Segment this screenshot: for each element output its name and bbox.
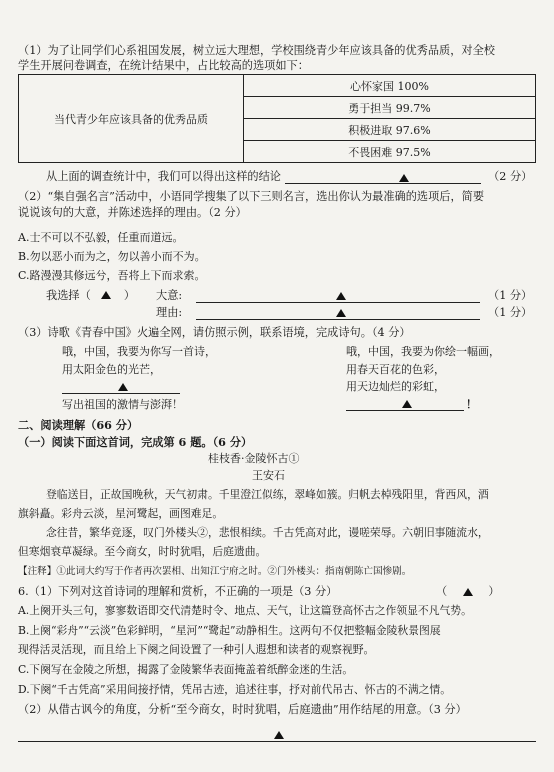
answer-marker-icon — [336, 292, 346, 300]
q2-choose-label: 我选择（ — [46, 289, 91, 302]
q2-choose-close: ） — [123, 289, 136, 302]
q2-reason-blank[interactable] — [196, 308, 480, 320]
survey-row: 勇于担当 99.7% — [244, 97, 536, 119]
q3-intro: （3）诗歌《青春中国》火遍全网，请仿照示例，联系语境，完成诗句。（4 分） — [18, 326, 411, 339]
answer-marker-icon — [336, 309, 346, 317]
answer-marker-icon — [274, 731, 284, 739]
poem-note: 【注释】①此词大约写于作者再次罢相、出知江宁府之时。②门外楼头：指南朝陈亡国惨剧。 — [18, 566, 412, 577]
q3-right-line1: 哦，中国，我要为你绘一幅画， — [346, 345, 500, 358]
q3-left-line3: 写出祖国的激情与澎湃！ — [62, 398, 183, 411]
q2-option-b: B.勿以恶小而为之，勿以善小而不为。 — [18, 250, 206, 263]
section2-title: 二、阅读理解（66 分） — [18, 418, 139, 432]
answer-marker-icon — [463, 588, 473, 596]
q1-answer-blank[interactable] — [285, 172, 481, 184]
answer-marker-icon — [402, 400, 412, 408]
q1-conclusion-line — [46, 170, 532, 184]
q2-meaning-blank[interactable] — [196, 291, 480, 303]
q2-option-c: C.路漫漫其修远兮，吾将上下而求索。 — [18, 269, 206, 282]
q3-right-blank[interactable] — [346, 399, 464, 411]
q2-intro-line2: 说说该句的大意，并陈述选择的理由。（2 分） — [18, 206, 247, 219]
q3-left-line1: 哦，中国，我要为你写一首诗， — [62, 345, 216, 358]
section2-subtitle: （一）阅读下面这首词，完成第 6 题。（6 分） — [18, 435, 253, 449]
q3-left-blank[interactable] — [62, 382, 180, 394]
q2-score1: （1 分） — [488, 289, 533, 302]
q1-intro-line2: 学生开展问卷调查，在统计结果中，占比较高的选项如下： — [18, 59, 309, 72]
poem-author: 王安石 — [252, 469, 285, 482]
q6-option-d: D.下阕“千古凭高”采用间接抒情，凭吊古迹，追述往事，抒对前代吊古、怀古的不满之情。 — [18, 683, 452, 696]
answer-marker-icon — [101, 291, 111, 299]
q6-option-b: B.上阕“彩舟”“云淡”色彩鲜明，“星河”“鹭起”动静相生。这两句不仅把整幅金陵秋景图展 — [18, 624, 441, 637]
survey-row: 积极进取 97.6% — [244, 119, 536, 141]
survey-row: 不畏困难 97.5% — [244, 141, 536, 163]
poem-line: 旗斜矗。彩舟云淡，星河鹭起，画图难足。 — [18, 507, 224, 520]
q2-reason-label: 理由: — [156, 306, 183, 319]
answer-marker-icon — [118, 383, 128, 391]
q6-paren-close: ） — [488, 585, 500, 598]
q1-score: （2 分） — [488, 170, 533, 183]
answer-marker-icon — [399, 174, 409, 182]
poem-title: 桂枝香·金陵怀古① — [208, 452, 300, 465]
poem-line: 但寒烟衰草凝绿。至今商女，时时犹唱，后庭遗曲。 — [18, 545, 267, 558]
q6-part2-blank[interactable] — [18, 730, 536, 742]
q1-intro-line1: （1）为了让同学们心系祖国发展，树立远大理想，学校围绕青少年应该具备的优秀品质，对全校 — [18, 44, 495, 57]
q6-paren-open: （ — [436, 585, 448, 598]
q6-stem: 6.（1）下列对这首诗词的理解和赏析，不正确的一项是（3 分） — [18, 585, 338, 598]
survey-row: 心怀家国 100% — [244, 75, 536, 97]
q2-score2: （1 分） — [488, 306, 533, 319]
q6-option-c: C.下阕写在金陵之所想，揭露了金陵繁华表面掩盖着纸醉金迷的生活。 — [18, 663, 354, 676]
poem-line: 登临送目，正故国晚秋，天气初肃。千里澄江似练，翠峰如簇。归帆去棹残阳里，背西风，酒 — [46, 488, 489, 501]
q3-right-exclaim: ！ — [466, 398, 477, 411]
survey-table-left-cell: 当代青少年应该具备的优秀品质 — [19, 75, 244, 163]
q1-conclusion-label: 从上面的调查统计中，我们可以得出这样的结论 — [46, 170, 281, 183]
q6-part2: （2）从借古讽今的角度，分析“至今商女，时时犹唱，后庭遗曲”用作结尾的用意。（3 分） — [18, 703, 467, 716]
poem-line: 念往昔，繁华竞逐，叹门外楼头②，悲恨相续。千古凭高对此，谩嗟荣辱。六朝旧事随流水， — [46, 526, 489, 539]
q6-answer-paren[interactable] — [436, 585, 500, 599]
q2-meaning-label: 大意: — [156, 289, 183, 302]
q2-intro-line1: （2）“集自强名言”活动中，小语同学搜集了以下三则名言，选出你认为最准确的选项后，简要 — [18, 190, 485, 203]
q3-right-line2: 用春天百花的色彩， — [346, 363, 445, 376]
q2-option-a: A.士不可以不弘毅，任重而道远。 — [18, 231, 184, 244]
q3-left-line2: 用太阳金色的光芒， — [62, 363, 161, 376]
q3-right-line3: 用天边灿烂的彩虹， — [346, 380, 445, 393]
q2-choose-row — [46, 289, 135, 303]
q6-option-b-cont: 现得活灵活现，而且给上下阕之间设置了一种引人遐想和读者的观察视野。 — [18, 643, 375, 656]
q6-option-a: A.上阕开头三句，寥寥数语即交代清楚时令、地点、天气，让这篇登高怀古之作领显不凡气势。 — [18, 604, 472, 617]
survey-table — [18, 74, 536, 163]
